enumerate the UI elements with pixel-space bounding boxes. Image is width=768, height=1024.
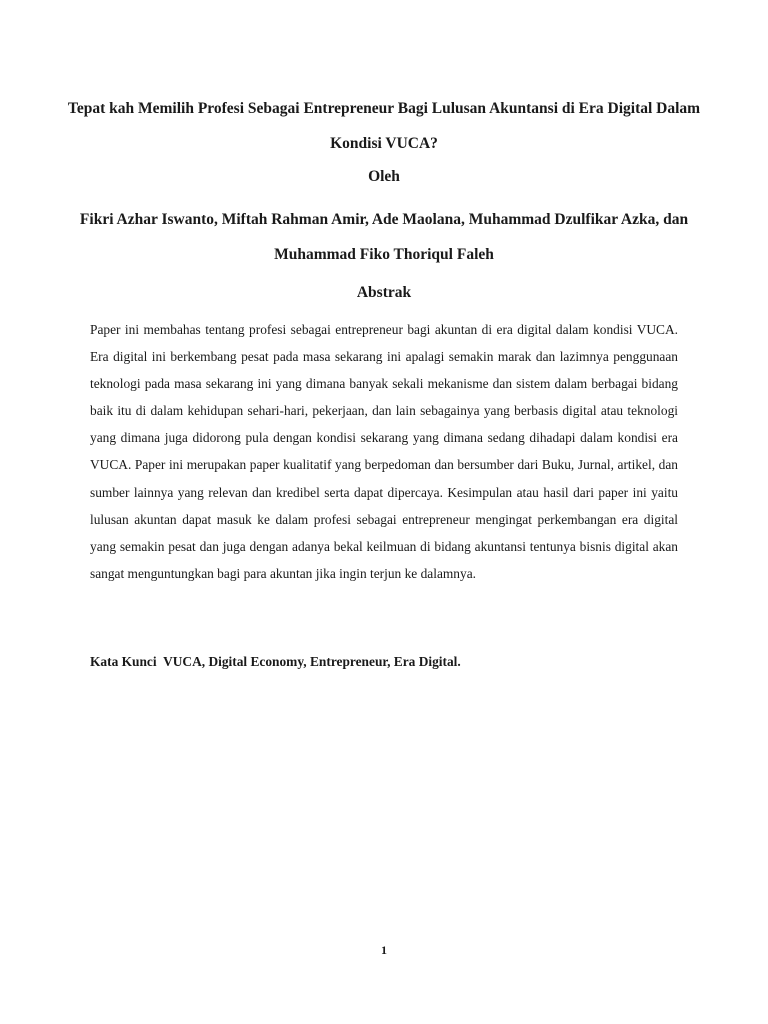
author-list: Fikri Azhar Iswanto, Miftah Rahman Amir, Ade Maolana, Muhammad Dzulfikar Azka, dan Muhammad Fiko Thoriqul Faleh (79, 211, 689, 263)
keywords-line (90, 651, 678, 673)
paper-title: Tepat kah Memilih Profesi Sebagai Entrepreneur Bagi Lulusan Akuntansi di Era Digital Dalam Kondisi VUCA? (67, 100, 701, 152)
abstract-heading: Abstrak (356, 284, 412, 301)
page-number: 1 (381, 943, 387, 957)
keywords-list: VUCA, Digital Economy, Entrepreneur, Era Digital. (163, 654, 461, 669)
by-label: Oleh (368, 168, 400, 185)
abstract-text: Paper ini membahas tentang profesi sebagai entrepreneur bagi akuntan di era digital dalam kondisi VUCA. Era digital ini berkembang pesat pada masa sekarang ini apalagi semakin marak dan lazimnya penggunaan teknologi pada masa sekarang ini yang dimana banyak sekali mekanisme dan sistem dalam berbagai bidang baik itu di dalam kehidupan sehari-hari, pekerjaan, dan lain sebagainya yang berbasis digital atau teknologi yang dimana juga didorong pula dengan kondisi sekarang yang dimana sedang dihadapi dalam kondisi era VUCA. Paper ini merupakan paper kualitatif yang berpedoman dan bersumber dari Buku, Jurnal, artikel, dan sumber lainnya yang relevan dan kredibel serta dapat dipercaya. Kesimpulan atau hasil dari paper ini yaitu lulusan akuntan dapat masuk ke dalam profesi sebagai entrepreneur mengingat perkembangan era digital yang semakin pesat dan juga dengan adanya bekal keilmuan di bidang akuntansi tentunya bisnis digital akan sangat menguntungkan bagi para akuntan jika ingin terjun ke dalamnya. (90, 322, 678, 581)
keywords-label: Kata Kunci (90, 654, 157, 669)
